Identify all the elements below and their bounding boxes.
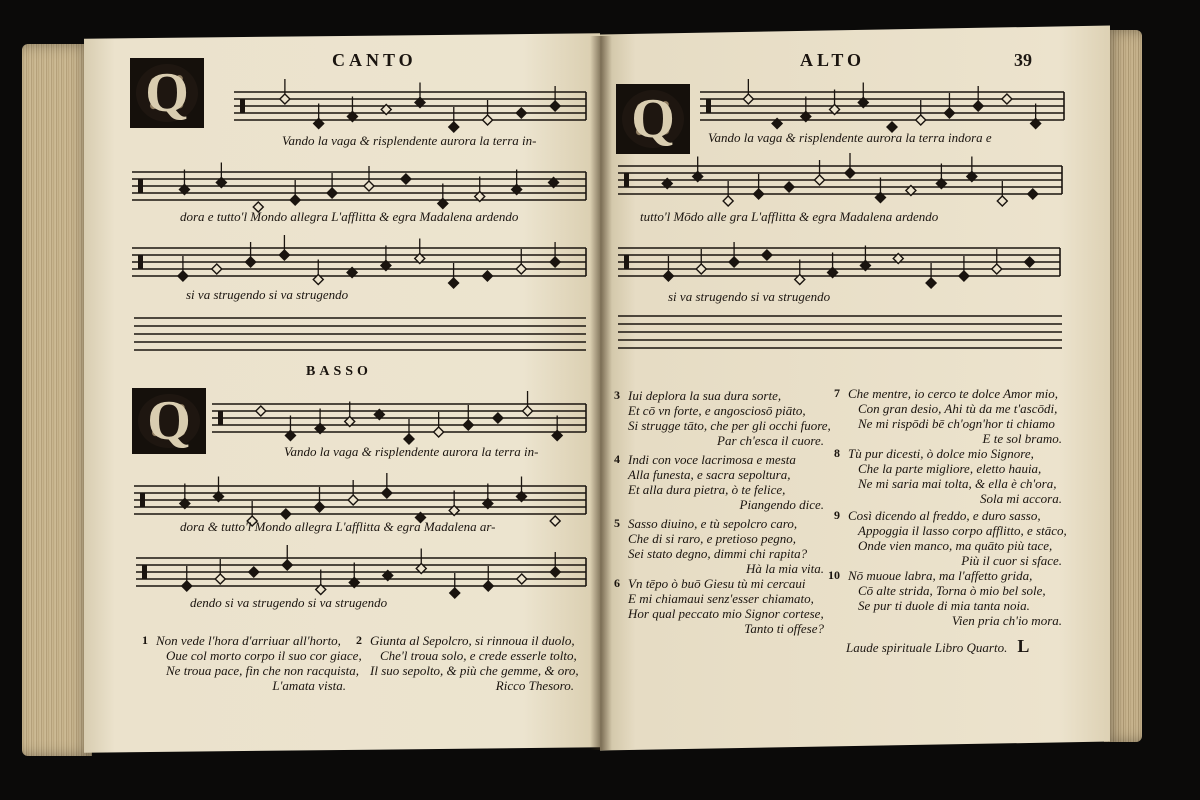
note-icon — [784, 182, 794, 192]
verse-line: Tù pur dicesti, ò dolce mio Signore, — [848, 446, 1034, 461]
note-icon — [795, 260, 805, 285]
signature-mark: L — [1017, 636, 1030, 656]
verse-line: Sasso diuino, e tù sepolcro caro, — [628, 516, 798, 531]
empty-staff — [134, 314, 586, 358]
clef-icon — [706, 99, 711, 113]
note-icon — [415, 239, 425, 264]
clef-icon — [218, 411, 223, 425]
note-icon — [256, 406, 266, 416]
note-icon — [1025, 257, 1035, 267]
note-icon — [830, 90, 840, 115]
clef-icon — [240, 99, 245, 113]
note-icon — [345, 402, 355, 427]
verse-line: Piangendo dice. — [739, 497, 824, 512]
note-icon — [517, 477, 527, 502]
verse-9 — [834, 508, 1067, 568]
verse-5 — [614, 516, 824, 576]
verse-line: Nō muoue labra, ma l'affetto grida, — [848, 568, 1033, 583]
verse-line: E te sol bramo. — [982, 431, 1062, 446]
verse-number: 5 — [614, 516, 620, 530]
verse-2 — [356, 633, 579, 693]
note-icon — [1031, 104, 1041, 129]
alto-lyric-3: si va strugendo si va strugendo — [668, 289, 831, 304]
verse-line: Par ch'esca il cuore. — [717, 433, 824, 448]
staff-lines — [212, 392, 586, 450]
verse-number: 9 — [834, 508, 840, 522]
canto-lyric-3: si va strugendo si va strugendo — [186, 287, 349, 302]
note-icon — [1002, 94, 1012, 104]
verse-line: Che di si raro, e pretioso pegno, — [628, 531, 797, 546]
verse-line: Che mentre, io cerco te dolce Amor mio, — [848, 386, 1058, 401]
book-gutter — [590, 36, 612, 750]
note-icon — [438, 184, 448, 209]
left-page-edges — [22, 44, 92, 756]
note-icon — [347, 97, 357, 122]
verse-line: Iui deplora la sua dura sorte, — [628, 388, 782, 403]
alto-initial-q — [616, 84, 690, 154]
initial-letter: Q — [145, 62, 189, 124]
alto-staff-3 — [618, 236, 1060, 294]
canto-staff-1 — [234, 80, 586, 138]
note-icon — [415, 83, 425, 108]
page-number: 39 — [1014, 50, 1032, 70]
verse-line: Et alla dura pietra, ò te felice, — [628, 482, 786, 497]
note-icon — [482, 271, 492, 281]
verse-line: Alla funesta, e sacra sepoltura, — [628, 467, 791, 482]
verse-1 — [142, 633, 362, 693]
verse-line: Ne troua pace, fin che non racquista, — [166, 663, 360, 678]
note-icon — [483, 484, 493, 509]
verse-line: Ne mi rispōdi bē ch'ogn'hor ti chiamo — [858, 416, 1055, 431]
verse-line: Ricco Thesoro. — [495, 678, 574, 693]
verse-line: Hà la mia vita. — [746, 561, 824, 576]
clef-icon — [138, 255, 143, 269]
verse-number: 7 — [834, 386, 840, 400]
note-icon — [314, 104, 324, 129]
verse-line: Così dicendo al freddo, e duro sasso, — [848, 508, 1041, 523]
staff-lines — [132, 236, 586, 294]
verse-line: Si strugge tāto, che per gli occhi fuore, — [628, 418, 831, 433]
clef-icon — [138, 179, 143, 193]
note-icon — [416, 549, 426, 574]
verse-4 — [614, 452, 824, 512]
verse-number: 1 — [142, 633, 148, 647]
note-icon — [550, 516, 560, 526]
note-icon — [936, 164, 946, 189]
note-icon — [349, 563, 359, 588]
verse-3 — [614, 388, 831, 448]
note-icon — [801, 97, 811, 122]
note-icon — [858, 83, 868, 108]
verse-line: Cō alte strida, Torna ò mio bel sole, — [858, 583, 1046, 598]
note-icon — [249, 567, 259, 577]
note-icon — [313, 260, 323, 285]
basso-lyric-1: Vando la vaga & risplendente aurora la terra in- — [284, 444, 539, 459]
note-icon — [214, 477, 224, 502]
note-icon — [285, 416, 295, 441]
verse-line: Che'l troua solo, e crede esserle tolto, — [380, 648, 577, 663]
verse-6 — [614, 576, 824, 636]
note-icon — [693, 157, 703, 182]
staff-lines — [134, 314, 586, 354]
staff-lines — [618, 312, 1062, 352]
verse-number: 6 — [614, 576, 620, 590]
alto-title: ALTO — [800, 50, 866, 70]
empty-staff — [618, 312, 1062, 356]
verse-line: E mi chiamaui senz'esser chiamato, — [628, 591, 814, 606]
verse-line: Se pur ti duole di mia tanta noia. — [858, 598, 1030, 613]
verse-line: L'amata vista. — [272, 678, 346, 693]
verse-number: 8 — [834, 446, 840, 460]
verse-line: Ne mi saria mai tolta, & ella è ch'ora, — [858, 476, 1057, 491]
verse-line: Indi con voce lacrimosa e mesta — [628, 452, 796, 467]
note-icon — [493, 413, 503, 423]
clef-icon — [140, 493, 145, 507]
verse-line: Non vede l'hora d'arriuar all'horto, — [156, 633, 341, 648]
note-icon — [860, 246, 870, 271]
footer-title: Laude spirituale Libro Quarto. — [846, 640, 1008, 655]
note-icon — [216, 163, 226, 188]
note-icon — [875, 178, 885, 203]
note-icon — [179, 170, 189, 195]
verse-line: Vn tēpo ò buō Giesu tù mi cercaui — [628, 576, 806, 591]
verse-line: Onde vien manco, ma quāto più tace, — [858, 538, 1053, 553]
verse-number: 3 — [614, 388, 620, 402]
note-icon — [828, 253, 838, 278]
note-icon — [762, 250, 772, 260]
page-footer — [846, 636, 1029, 657]
verse-number: 4 — [614, 452, 620, 466]
clef-icon — [142, 565, 147, 579]
basso-title: BASSO — [306, 364, 372, 379]
verse-number: 2 — [356, 633, 362, 647]
verse-number: 10 — [828, 568, 840, 582]
canto-lyric-2: dora e tutto'l Mondo allegra L'afflitta & egra Madalena ardendo — [180, 209, 519, 224]
clef-icon — [624, 173, 629, 187]
alto-lyric-1: Vando la vaga & risplendente aurora la terra indora e — [708, 130, 992, 145]
note-icon — [212, 264, 222, 274]
basso-initial-q — [132, 388, 206, 454]
note-icon — [316, 570, 326, 595]
staff-lines — [234, 80, 586, 138]
verse-line: Più il cuor si sface. — [961, 553, 1062, 568]
verse-line: Con gran desio, Ahi tù da me t'ascōdi, — [858, 401, 1058, 416]
note-icon — [475, 177, 485, 202]
initial-letter: Q — [631, 88, 675, 150]
note-icon — [516, 108, 526, 118]
note-icon — [1028, 189, 1038, 199]
verse-line: Che la parte migliore, eletto hauia, — [858, 461, 1042, 476]
alto-lyric-2: tutto'l Mōdo alle gra L'afflitta & egra Madalena ardendo — [640, 209, 939, 224]
note-icon — [281, 509, 291, 519]
verse-line: Hor qual peccato mio Signor cortese, — [628, 606, 824, 621]
note-icon — [180, 484, 190, 509]
verse-line: Sei stato degno, dimmi chi rapita? — [628, 546, 808, 561]
verse-line: Et cō vn forte, e angosciosō piāto, — [628, 403, 806, 418]
note-icon — [517, 574, 527, 584]
note-icon — [449, 491, 459, 516]
staff-lines — [618, 154, 1062, 212]
verse-8 — [834, 446, 1062, 506]
alto-staff-2 — [618, 154, 1062, 212]
verse-line: Sola mi accora. — [980, 491, 1062, 506]
canto-lyric-1: Vando la vaga & risplendente aurora la terra in- — [282, 133, 537, 148]
verse-line: Tanto ti offese? — [744, 621, 824, 636]
note-icon — [315, 409, 325, 434]
staff-lines — [618, 236, 1060, 294]
verse-10 — [828, 568, 1062, 628]
note-icon — [401, 174, 411, 184]
basso-lyric-3: dendo si va strugendo si va strugendo — [190, 595, 388, 610]
initial-letter: Q — [147, 390, 191, 452]
note-icon — [552, 416, 562, 441]
verse-line: Vien pria ch'io mora. — [951, 613, 1062, 628]
verse-7 — [834, 386, 1062, 446]
canto-staff-3 — [132, 236, 586, 294]
canto-title: CANTO — [332, 50, 417, 70]
note-icon — [381, 246, 391, 271]
verse-line: Giunta al Sepolcro, si rinnoua il duolo, — [370, 633, 575, 648]
clef-icon — [624, 255, 629, 269]
verse-line: Appoggia il lasso corpo afflitto, e stāco, — [858, 523, 1067, 538]
basso-staff-1 — [212, 392, 586, 450]
verse-line: Oue col morto corpo il suo cor giace, — [166, 648, 362, 663]
note-icon — [512, 170, 522, 195]
note-icon — [967, 157, 977, 182]
basso-lyric-2: dora & tutto'l Mondo allegra L'afflitta & egra Madalena ar- — [180, 519, 496, 534]
verse-line: Il suo sepolto, & più che gemme, & oro, — [370, 663, 579, 678]
canto-initial-q — [130, 58, 204, 128]
